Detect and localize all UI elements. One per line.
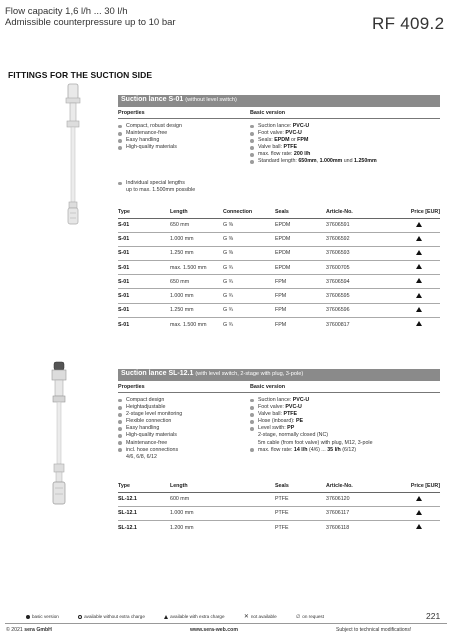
available-with-charge-icon [416,222,422,227]
page-number: 221 [426,611,441,621]
list-item: Standard length: 650mm, 1.000mm und 1.250mm [250,158,377,165]
table-row: S-01 1.000 mm G ¾ FPM 37606595 [118,289,440,303]
header-counterpressure: Admissible counterpressure up to 10 bar [5,17,176,28]
list-item: Hose (inboard): PE [250,418,373,425]
divider [118,118,440,119]
list-item: 4/6, 6/8, 6/12 [126,453,157,460]
basic-version-list-sl12 [250,397,373,454]
suction-lance-s01-image [48,82,98,232]
product-sl12-title: Suction lance SL-12.1 [121,370,194,377]
s01-article-table [118,207,440,332]
header-flow-capacity: Flow capacity 1,6 l/h ... 30 l/h [5,6,128,17]
list-item: Easy handling [118,425,182,432]
available-with-charge-icon [416,496,422,501]
available-with-charge-icon [416,510,422,515]
col-length: Length [170,483,188,490]
available-with-charge-icon [416,250,422,255]
basic-version-icon [26,615,30,619]
available-with-charge-icon [416,264,422,269]
col-article: Article-No. [326,209,353,216]
without-charge-icon [78,615,82,619]
list-item: 5m cable (from foot valve) with plug, M12, 3-pole [258,439,373,446]
table-header-row [118,481,440,492]
sl12-article-table [118,481,440,535]
col-type: Type [118,483,130,490]
list-item: max. flow rate: 14 l/h (4/6) ... 35 l/h (6/12) [250,447,373,454]
list-item: 2-stage, normally closed (NC) [258,432,329,439]
product-s01-subtitle: (without level switch) [185,97,237,103]
col-connection: Connection [223,209,253,216]
basic-version-heading: Basic version [250,384,286,390]
table-row: S-01 1.250 mm G ¾ FPM 37606596 [118,303,440,317]
list-item: up to max. 1.500mm possible [126,187,196,194]
list-item: Valve ball: PTFE [250,411,373,418]
col-seals: Seals [275,483,289,490]
list-item: 2-stage level monitoring [118,411,182,418]
list-item: Foot valve: PVC-U [250,130,377,137]
divider [118,392,440,393]
special-lengths-note [118,180,195,194]
col-article: Article-No. [326,483,353,490]
table-row: S-01 max. 1.500 mm G ¾ EPDM 37600705 [118,261,440,275]
table-row: SL-12.1 600 mm PTFE 37606120 [118,492,440,506]
table-row: S-01 650 mm G ⅜ EPDM 37606591 [118,218,440,232]
technical-note: Subject to technical modifications! [336,627,412,633]
basic-version-list-s01 [250,123,377,166]
product-s01-title: Suction lance S-01 [121,96,184,103]
list-item: High-quality materials [118,432,182,439]
list-item: Individual special lengths [118,180,195,187]
website-link[interactable]: www.sera-web.com [190,627,238,633]
availability-legend: basic version available without extra charge available with extra charge ✕ not available ∅ on request [6,614,406,619]
model-number: RF 409.2 [372,14,445,33]
list-item: Foot valve: PVC-U [250,404,373,411]
suction-lance-sl12-image [40,360,80,510]
list-item: max. flow rate: 200 l/h [250,151,377,158]
product-sl12-title-bar [118,369,440,381]
available-with-charge-icon [416,236,422,241]
list-item: Compact, robust design [118,123,182,130]
not-available-icon: ✕ [243,613,249,620]
table-header-row [118,207,440,218]
list-item: Heightadjustable [118,404,182,411]
properties-list-s01 [118,123,182,151]
on-request-icon: ∅ [295,613,301,620]
table-row: S-01 1.000 mm G ⅜ EPDM 37606592 [118,232,440,246]
col-seals: Seals [275,209,289,216]
list-item: Valve ball: PTFE [250,144,377,151]
table-row: S-01 max. 1.500 mm G ¾ FPM 37600817 [118,317,440,331]
list-item: Easy handling [118,137,182,144]
col-price: Price [EUR] [410,483,440,490]
available-with-charge-icon [416,278,422,283]
list-item: High-quality materials [118,144,182,151]
table-row: S-01 1.250 mm G ⅜ EPDM 37606593 [118,246,440,260]
list-item: Maintenance-free [118,440,182,447]
list-item: Suction lance: PVC-U [250,397,373,404]
list-item: Maintenance-free [118,130,182,137]
properties-list-sl12 [118,397,182,461]
available-with-charge-icon [416,293,422,298]
properties-heading: Properties [118,384,145,390]
copyright: © 2021 sera GmbH [6,627,52,633]
col-length: Length [170,209,188,216]
product-sl12-subtitle: (with level switch, 2-stage with plug, 3-pole) [195,371,304,377]
list-item: Suction lance: PVC-U [250,123,377,130]
properties-heading: Properties [118,110,145,116]
product-s01-title-bar [118,95,440,107]
basic-version-heading: Basic version [250,110,286,116]
table-row: SL-12.1 1.200 mm PTFE 37606118 [118,520,440,534]
section-title: FITTINGS FOR THE SUCTION SIDE [8,70,153,80]
available-with-charge-icon [416,321,422,326]
list-item: Level swith: PP [250,425,373,432]
footer-divider [5,623,447,624]
list-item: Compact design [118,397,182,404]
list-item: incl. hose connections [118,447,182,454]
list-item: Flexible connection [118,418,182,425]
list-item: Seals: EPDM or FPM [250,137,377,144]
table-row: S-01 650 mm G ¾ FPM 37606594 [118,275,440,289]
col-price: Price [EUR] [410,209,440,216]
available-with-charge-icon [416,307,422,312]
table-row: SL-12.1 1.000 mm PTFE 37606117 [118,506,440,520]
with-charge-icon [164,615,168,619]
col-type: Type [118,209,130,216]
available-with-charge-icon [416,524,422,529]
